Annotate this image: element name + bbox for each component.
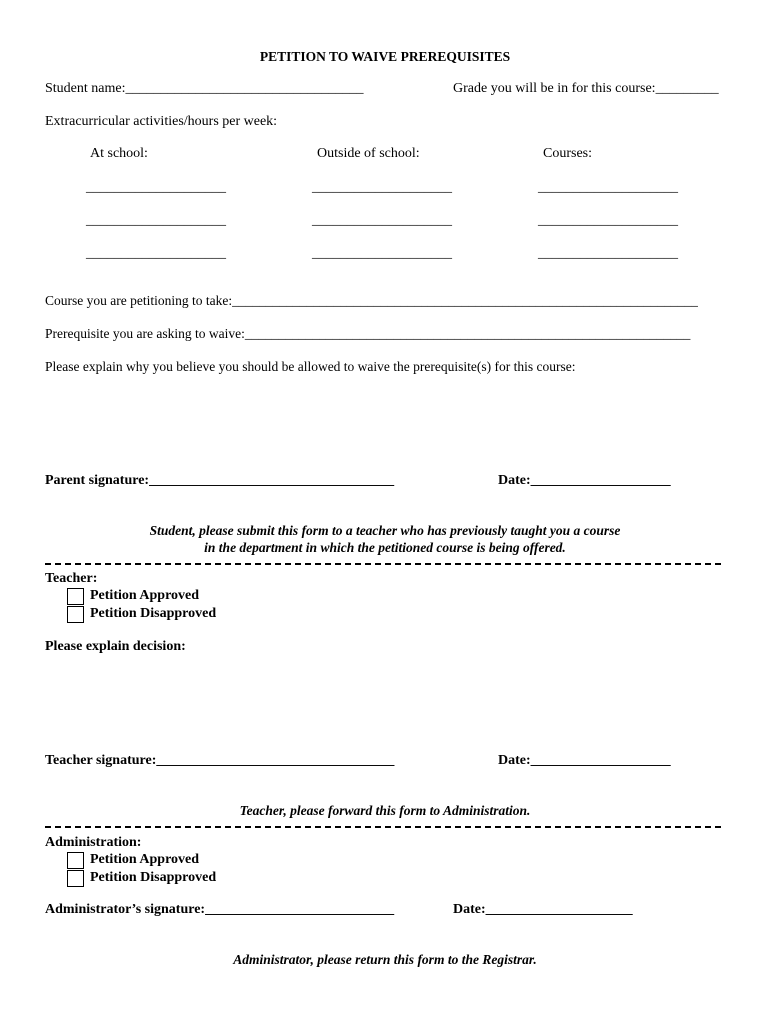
cut-line-1 xyxy=(45,563,721,565)
admin-instruction: Administrator, please return this form to the Registrar. xyxy=(233,952,537,967)
student-instruction-2: in the department in which the petitioned course is being offered. xyxy=(204,540,566,555)
extracurricular-label: Extracurricular activities/hours per week: xyxy=(45,114,278,129)
teacher-heading: Teacher: xyxy=(45,571,98,586)
teacher-signature-field[interactable]: Teacher signature:__________________________________ xyxy=(45,753,395,768)
explain-label: Please explain why you believe you should be allowed to waive the prerequisite(s) for this course: xyxy=(45,359,576,374)
admin-heading: Administration: xyxy=(45,835,142,850)
teacher-disapproved-checkbox[interactable] xyxy=(67,606,84,623)
teacher-instruction: Teacher, please forward this form to Administration. xyxy=(239,803,531,818)
form-title: PETITION TO WAIVE PREREQUISITES xyxy=(259,49,511,64)
admin-approved-checkbox[interactable] xyxy=(67,852,84,869)
courses-blank-2[interactable]: ____________________ xyxy=(538,213,678,228)
admin-signature-field[interactable]: Administrator’s signature:___________________________ xyxy=(45,902,395,917)
courses-blank-1[interactable]: ____________________ xyxy=(538,180,678,195)
at-school-blank-3[interactable]: ____________________ xyxy=(86,246,226,261)
admin-disapproved-label: Petition Disapproved xyxy=(90,870,217,885)
parent-signature-field[interactable]: Parent signature:___________________________________ xyxy=(45,473,395,488)
admin-disapproved-checkbox[interactable] xyxy=(67,870,84,887)
student-instruction-1: Student, please submit this form to a teacher who has previously taught you a course xyxy=(149,523,621,538)
grade-field[interactable]: Grade you will be in for this course:_________ xyxy=(453,81,719,96)
outside-school-blank-3[interactable]: ____________________ xyxy=(312,246,452,261)
teacher-approved-label: Petition Approved xyxy=(90,588,200,603)
at-school-blank-1[interactable]: ____________________ xyxy=(86,180,226,195)
admin-approved-label: Petition Approved xyxy=(90,852,200,867)
outside-school-blank-2[interactable]: ____________________ xyxy=(312,213,452,228)
at-school-header: At school: xyxy=(90,146,148,161)
teacher-date-field[interactable]: Date:____________________ xyxy=(498,753,671,768)
courses-blank-3[interactable]: ____________________ xyxy=(538,246,678,261)
outside-school-blank-1[interactable]: ____________________ xyxy=(312,180,452,195)
prerequisite-field[interactable]: Prerequisite you are asking to waive:__________________________________________________________________ xyxy=(45,326,691,341)
course-field[interactable]: Course you are petitioning to take:_____________________________________________________________________ xyxy=(45,293,698,308)
outside-school-header: Outside of school: xyxy=(317,146,420,161)
courses-header: Courses: xyxy=(543,146,592,161)
parent-date-field[interactable]: Date:____________________ xyxy=(498,473,671,488)
at-school-blank-2[interactable]: ____________________ xyxy=(86,213,226,228)
cut-line-2 xyxy=(45,826,721,828)
teacher-disapproved-label: Petition Disapproved xyxy=(90,606,217,621)
teacher-approved-checkbox[interactable] xyxy=(67,588,84,605)
admin-date-field[interactable]: Date:_____________________ xyxy=(453,902,633,917)
teacher-explain-label: Please explain decision: xyxy=(45,639,186,654)
student-name-field[interactable]: Student name:__________________________________ xyxy=(45,81,364,96)
